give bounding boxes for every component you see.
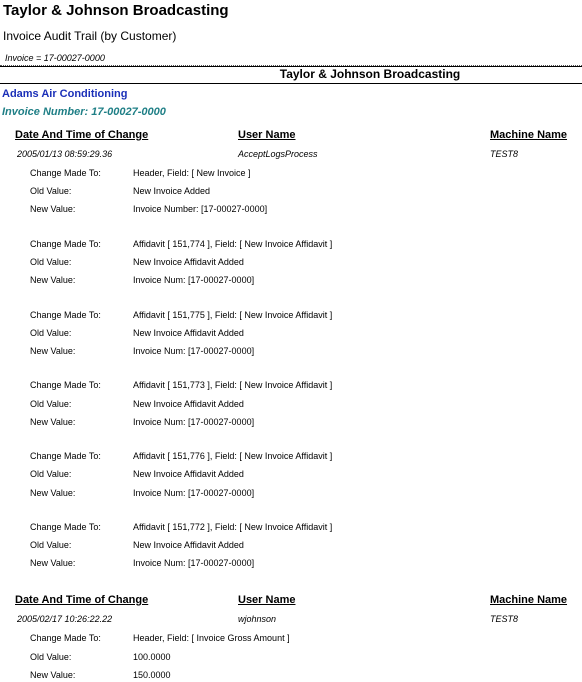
old-value-label: Old Value: bbox=[30, 399, 72, 409]
new-value-label: New Value: bbox=[30, 558, 76, 568]
column-header-machine: Machine Name bbox=[490, 594, 568, 606]
column-header-user: User Name bbox=[238, 129, 296, 141]
old-value-label: Old Value: bbox=[30, 186, 72, 196]
change-made-label: Change Made To: bbox=[30, 522, 101, 532]
old-value-label: Old Value: bbox=[30, 328, 72, 338]
new-value-label: New Value: bbox=[30, 488, 76, 498]
old-value-label: Old Value: bbox=[30, 540, 72, 550]
change-made-value: Affidavit [ 151,772 ], Field: [ New Invoice Affidavit ] bbox=[133, 522, 333, 532]
new-value-label: New Value: bbox=[30, 670, 76, 680]
report-filter: Invoice = 17-00027-0000 bbox=[5, 53, 105, 63]
old-value-label: Old Value: bbox=[30, 652, 72, 662]
change-machine: TEST8 bbox=[490, 614, 519, 624]
company-title: Taylor & Johnson Broadcasting bbox=[3, 2, 229, 19]
change-made-value: Affidavit [ 151,775 ], Field: [ New Invoice Affidavit ] bbox=[133, 310, 333, 320]
old-value: New Invoice Affidavit Added bbox=[133, 328, 244, 338]
old-value: 100.0000 bbox=[133, 652, 171, 662]
change-made-label: Change Made To: bbox=[30, 633, 101, 643]
change-made-value: Affidavit [ 151,774 ], Field: [ New Invoice Affidavit ] bbox=[133, 239, 333, 249]
report-title: Invoice Audit Trail (by Customer) bbox=[3, 29, 177, 43]
new-value-label: New Value: bbox=[30, 204, 76, 214]
old-value-label: Old Value: bbox=[30, 469, 72, 479]
change-user: wjohnson bbox=[238, 614, 277, 624]
new-value: Invoice Number: [17-00027-0000] bbox=[133, 204, 268, 214]
column-header-machine: Machine Name bbox=[490, 129, 568, 141]
change-made-value: Affidavit [ 151,776 ], Field: [ New Invoice Affidavit ] bbox=[133, 451, 333, 461]
change-datetime: 2005/01/13 08:59:29.36 bbox=[17, 149, 113, 159]
new-value: Invoice Num: [17-00027-0000] bbox=[133, 417, 255, 427]
new-value: Invoice Num: [17-00027-0000] bbox=[133, 488, 255, 498]
old-value-label: Old Value: bbox=[30, 257, 72, 267]
change-made-label: Change Made To: bbox=[30, 310, 101, 320]
column-header-user: User Name bbox=[238, 594, 296, 606]
old-value: New Invoice Affidavit Added bbox=[133, 257, 244, 267]
divider bbox=[0, 83, 582, 84]
change-user: AcceptLogsProcess bbox=[238, 149, 318, 159]
invoice-number: Invoice Number: 17-00027-0000 bbox=[2, 106, 166, 118]
old-value: New Invoice Affidavit Added bbox=[133, 469, 244, 479]
change-made-label: Change Made To: bbox=[30, 239, 101, 249]
page-header-company: Taylor & Johnson Broadcasting bbox=[279, 67, 461, 81]
change-made-label: Change Made To: bbox=[30, 451, 101, 461]
new-value: 150.0000 bbox=[133, 670, 171, 680]
old-value: New Invoice Added bbox=[133, 186, 211, 196]
change-datetime: 2005/02/17 10:26:22.22 bbox=[17, 614, 113, 624]
change-made-label: Change Made To: bbox=[30, 380, 101, 390]
new-value-label: New Value: bbox=[30, 417, 76, 427]
old-value: New Invoice Affidavit Added bbox=[133, 399, 244, 409]
change-machine: TEST8 bbox=[490, 149, 519, 159]
change-made-label: Change Made To: bbox=[30, 168, 101, 178]
change-made-value: Affidavit [ 151,773 ], Field: [ New Invoice Affidavit ] bbox=[133, 380, 333, 390]
customer-name: Adams Air Conditioning bbox=[2, 88, 128, 100]
new-value-label: New Value: bbox=[30, 346, 76, 356]
column-header-datetime: Date And Time of Change bbox=[15, 129, 149, 141]
new-value: Invoice Num: [17-00027-0000] bbox=[133, 346, 255, 356]
old-value: New Invoice Affidavit Added bbox=[133, 540, 244, 550]
column-header-datetime: Date And Time of Change bbox=[15, 594, 149, 606]
new-value-label: New Value: bbox=[30, 275, 76, 285]
new-value: Invoice Num: [17-00027-0000] bbox=[133, 275, 255, 285]
change-made-value: Header, Field: [ Invoice Gross Amount ] bbox=[133, 633, 290, 643]
new-value: Invoice Num: [17-00027-0000] bbox=[133, 558, 255, 568]
change-made-value: Header, Field: [ New Invoice ] bbox=[133, 168, 251, 178]
